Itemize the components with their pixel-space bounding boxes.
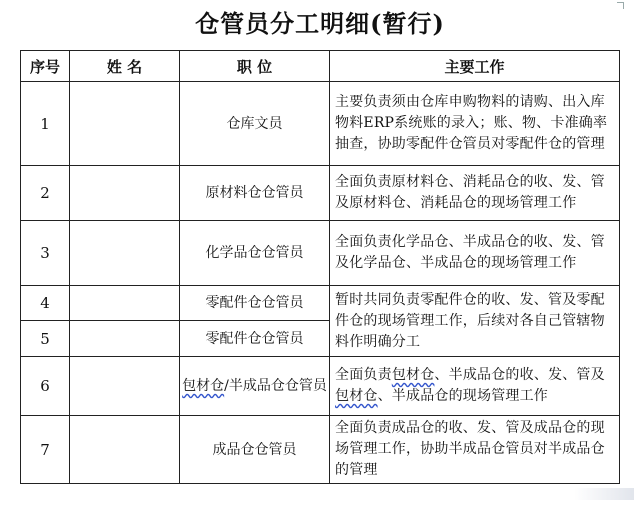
position-cell: 零配件仓仓管员 [180,286,330,321]
position-wavy: 包材仓 [182,378,225,394]
row-number: 3 [21,221,70,286]
duty-part-c: 、半成品仓的现场管理工作 [377,388,549,404]
name-cell [70,357,180,416]
page-title: 仓管员分工明细(暂行) [195,9,445,38]
row-number: 2 [21,166,70,221]
header-name: 姓 名 [70,51,180,82]
name-cell [70,82,180,166]
row-number: 7 [21,416,70,484]
watermark [574,488,634,500]
name-cell [70,321,180,357]
row-number: 5 [21,321,70,357]
duty-part-a: 全面负责 [335,367,392,383]
row-number: 6 [21,357,70,416]
table-row [21,221,620,286]
duty-part-b: 、半成品仓的收、发、管及 [434,367,605,383]
duty-cell: 全面负责原材料仓、消耗品仓的收、发、管及原材料仓、消耗品仓的现场管理工作 [330,166,620,221]
table-row [21,166,620,221]
table-row [21,357,620,416]
position-cell: 化学品仓仓管员 [180,221,330,286]
position-cell: 原材料仓仓管员 [180,166,330,221]
name-cell [70,286,180,321]
duty-cell-merged: 暂时共同负责零配件仓的收、发、管及零配件仓的现场管理工作，后续对各自己管辖物料作明确分工 [330,286,620,357]
name-cell [70,416,180,484]
duty-cell [330,357,620,416]
header-position: 职 位 [180,51,330,82]
name-cell [70,221,180,286]
assignment-table [20,50,620,484]
duty-cell: 全面负责成品仓的收、发、管及成品仓的现场管理工作，协助半成品仓管员对半成品仓的管理 [330,416,620,484]
position-cell: 成品仓仓管员 [180,416,330,484]
duty-wavy-1: 包材仓 [391,367,435,383]
duty-cell: 全面负责化学品仓、半成品仓的收、发、管及化学品仓、半成品仓的现场管理工作 [330,221,620,286]
header-duty: 主要工作 [330,51,620,82]
header-no: 序号 [21,51,70,82]
duty-wavy-2: 包材仓 [335,388,378,404]
table-row [21,286,620,321]
position-cell: 零配件仓仓管员 [180,321,330,357]
row-number: 1 [21,82,70,166]
corner-mark [617,2,624,9]
position-cell [180,357,330,416]
table-row [21,416,620,484]
header-row [21,51,620,82]
position-cell: 仓库文员 [180,82,330,166]
table-row [21,82,620,166]
name-cell [70,166,180,221]
position-post: /半成品仓仓管员 [224,378,327,394]
row-number: 4 [21,286,70,321]
duty-cell: 主要负责须由仓库申购物料的请购、出入库物料ERP系统账的录入；账、物、卡准确率抽查，协助零配件仓管员对零配件仓的管理 [330,82,620,166]
